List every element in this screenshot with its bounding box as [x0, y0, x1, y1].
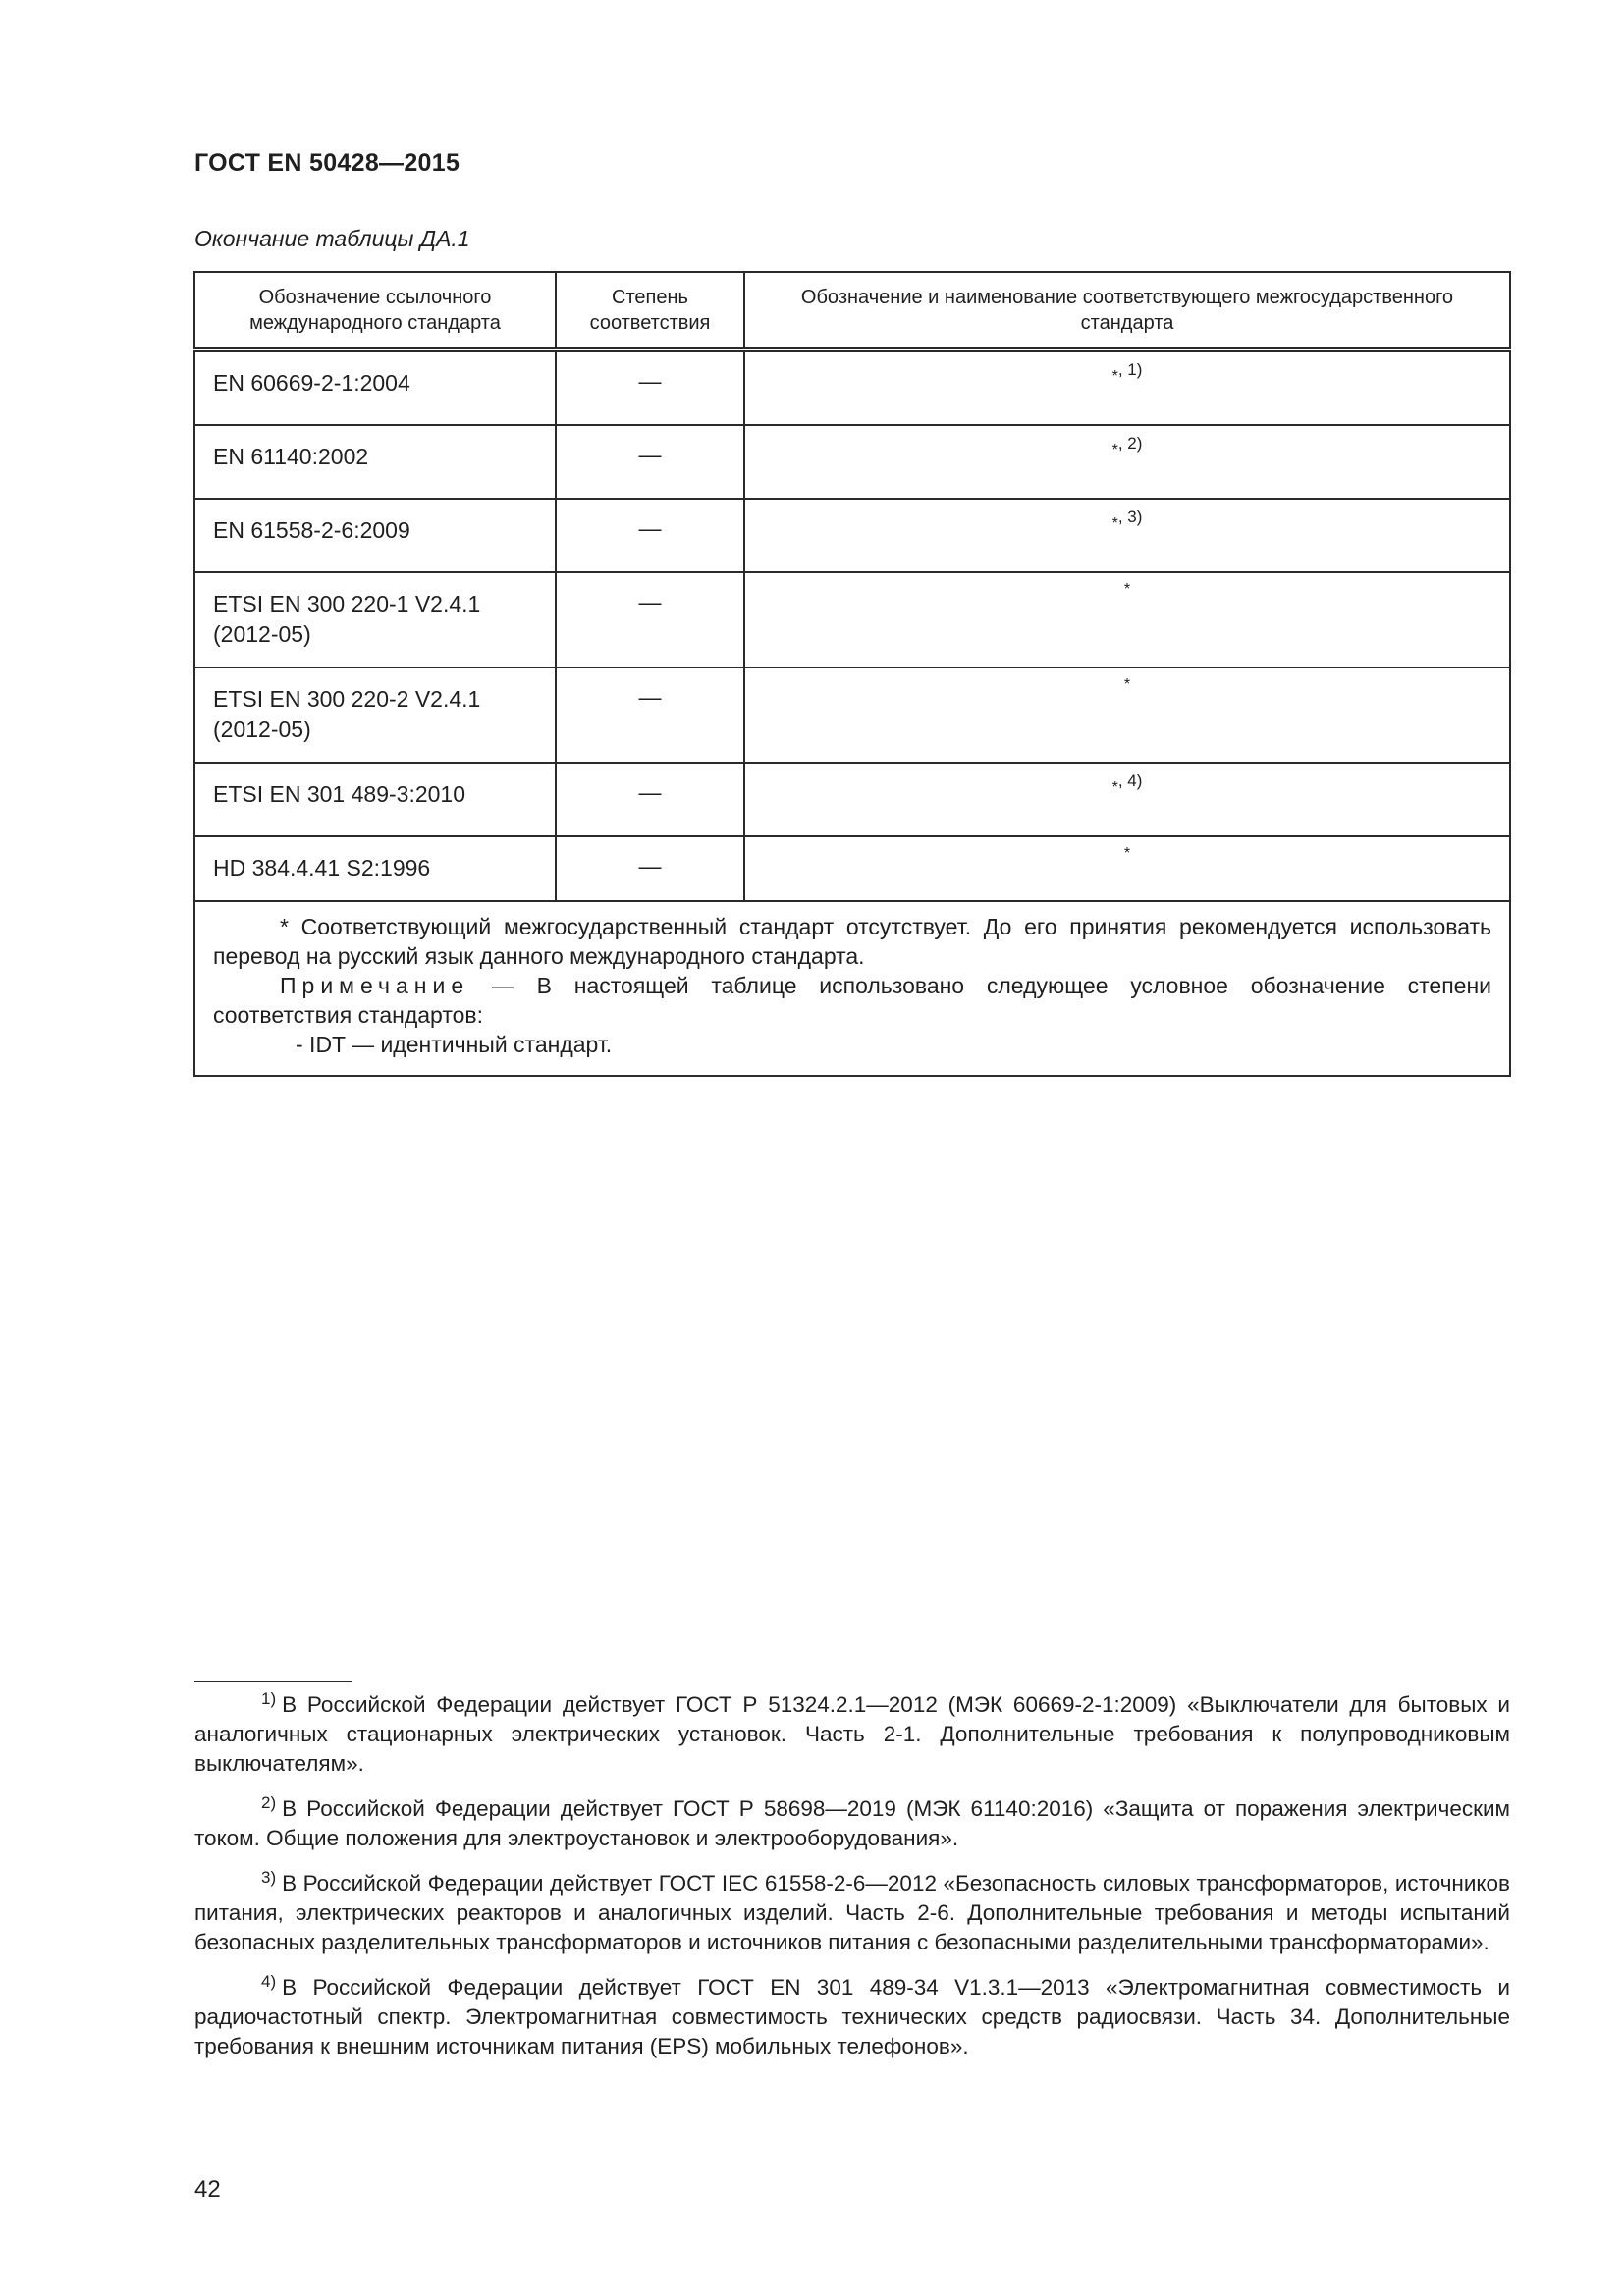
cell-degree: — — [556, 350, 744, 426]
table-notes-row — [194, 901, 1510, 1076]
cell-standard: ETSI EN 301 489-3:2010 — [194, 763, 556, 836]
cell-gost — [744, 763, 1510, 836]
table-row — [194, 763, 1510, 836]
cell-standard — [194, 572, 556, 667]
footnote-ref: , 4) — [1117, 772, 1143, 790]
table-row — [194, 350, 1510, 426]
document-code: ГОСТ EN 50428—2015 — [194, 149, 460, 177]
table-row — [194, 499, 1510, 572]
cell-gost — [744, 572, 1510, 667]
star-mark: * — [1111, 515, 1118, 532]
footnote-ref: , 2) — [1117, 434, 1143, 453]
footnote — [194, 1789, 1510, 1853]
cell-standard: EN 60669-2-1:2004 — [194, 350, 556, 426]
star-mark: * — [1111, 368, 1118, 385]
standard-line-1: ETSI EN 300 220-1 V2.4.1 — [213, 591, 481, 616]
standard-line-1: ETSI EN 300 220-2 V2.4.1 — [213, 686, 481, 712]
footnote-mark: 1) — [261, 1689, 277, 1708]
cell-gost — [744, 667, 1510, 763]
table-row — [194, 425, 1510, 499]
note-text: — В настоящей таблице использовано следующее условное обозначение степени соответствия стандартов: — [213, 973, 1491, 1028]
footnote-ref: , 3) — [1117, 507, 1143, 526]
cell-gost — [744, 836, 1510, 901]
idt-legend: - IDT — идентичный стандарт. — [296, 1032, 613, 1057]
table-row — [194, 836, 1510, 901]
star-mark: * — [1123, 845, 1131, 862]
standard-line-2: (2012-05) — [213, 621, 311, 647]
footnote-mark: 2) — [261, 1793, 277, 1812]
star-mark: * — [1111, 779, 1118, 796]
footnote-mark: 3) — [261, 1868, 277, 1887]
cell-degree: — — [556, 572, 744, 667]
footnote — [194, 1684, 1510, 1779]
cell-degree: — — [556, 763, 744, 836]
footnote-text: В Российской Федерации действует ГОСТ Р 51324.2.1—2012 (МЭК 60669-2-1:2009) «Выключатели для бытовых и аналогичных стационарных электрических установок. Часть 2-1. Дополнительные требования к полупроводниковым выключателям». — [194, 1692, 1510, 1776]
standard-line-2: (2012-05) — [213, 717, 311, 742]
column-header-degree: Степень соответствия — [556, 272, 744, 350]
cell-standard — [194, 667, 556, 763]
footnote-mark: 4) — [261, 1972, 277, 1991]
star-mark: * — [1111, 442, 1118, 458]
cell-degree: — — [556, 499, 744, 572]
star-mark: * — [1123, 581, 1131, 598]
table-caption: Окончание таблицы ДА.1 — [194, 226, 470, 251]
cell-gost — [744, 499, 1510, 572]
footnote-text: В Российской Федерации действует ГОСТ EN 301 489-34 V1.3.1—2013 «Электромагнитная совместимость и радиочастотный спектр. Электромагнитная совместимость технических средств радиосвязи. Часть 34. Дополнительные требования к внешним источникам питания (EPS) мобильных телефонов». — [194, 1975, 1510, 2058]
cell-degree: — — [556, 425, 744, 499]
column-header-gost: Обозначение и наименование соответствующего межгосударственного стандарта — [744, 272, 1510, 350]
footnotes — [194, 1684, 1510, 2071]
cell-degree: — — [556, 667, 744, 763]
cell-degree: — — [556, 836, 744, 901]
cell-gost — [744, 425, 1510, 499]
cell-gost — [744, 350, 1510, 426]
cell-standard: EN 61558-2-6:2009 — [194, 499, 556, 572]
footnote-text: В Российской Федерации действует ГОСТ Р 58698—2019 (МЭК 61140:2016) «Защита от поражения электрическим током. Общие положения для электроустановок и электрооборудования». — [194, 1796, 1510, 1850]
cell-standard: HD 384.4.41 S2:1996 — [194, 836, 556, 901]
note-absent-standard: * Соответствующий межгосударственный стандарт отсутствует. До его принятия рекомендуется использовать перевод на русский язык данного международного стандарта. — [213, 914, 1491, 969]
footnote-ref: , 1) — [1117, 360, 1143, 379]
table-row — [194, 667, 1510, 763]
reference-standards-table — [193, 271, 1511, 1077]
footnote-divider — [194, 1681, 352, 1682]
footnote-text: В Российской Федерации действует ГОСТ IEC 61558-2-6—2012 «Безопасность силовых трансформаторов, источников питания, электрических реакторов и аналогичных изделий. Часть 2-6. Дополнительные требования и методы испытаний безопасных разделительных трансформаторов и источников питания с безопасными разделительными трансформаторами». — [194, 1871, 1510, 1954]
note-label: Примечание — [280, 973, 470, 998]
note-idt — [213, 971, 1491, 1030]
footnote — [194, 1967, 1510, 2061]
footnote — [194, 1863, 1510, 1957]
cell-standard: EN 61140:2002 — [194, 425, 556, 499]
table-notes — [194, 901, 1510, 1076]
table-header-row — [194, 272, 1510, 350]
table-row — [194, 572, 1510, 667]
star-mark: * — [1123, 676, 1131, 693]
page-number: 42 — [194, 2176, 221, 2203]
column-header-standard: Обозначение ссылочного международного стандарта — [194, 272, 556, 350]
